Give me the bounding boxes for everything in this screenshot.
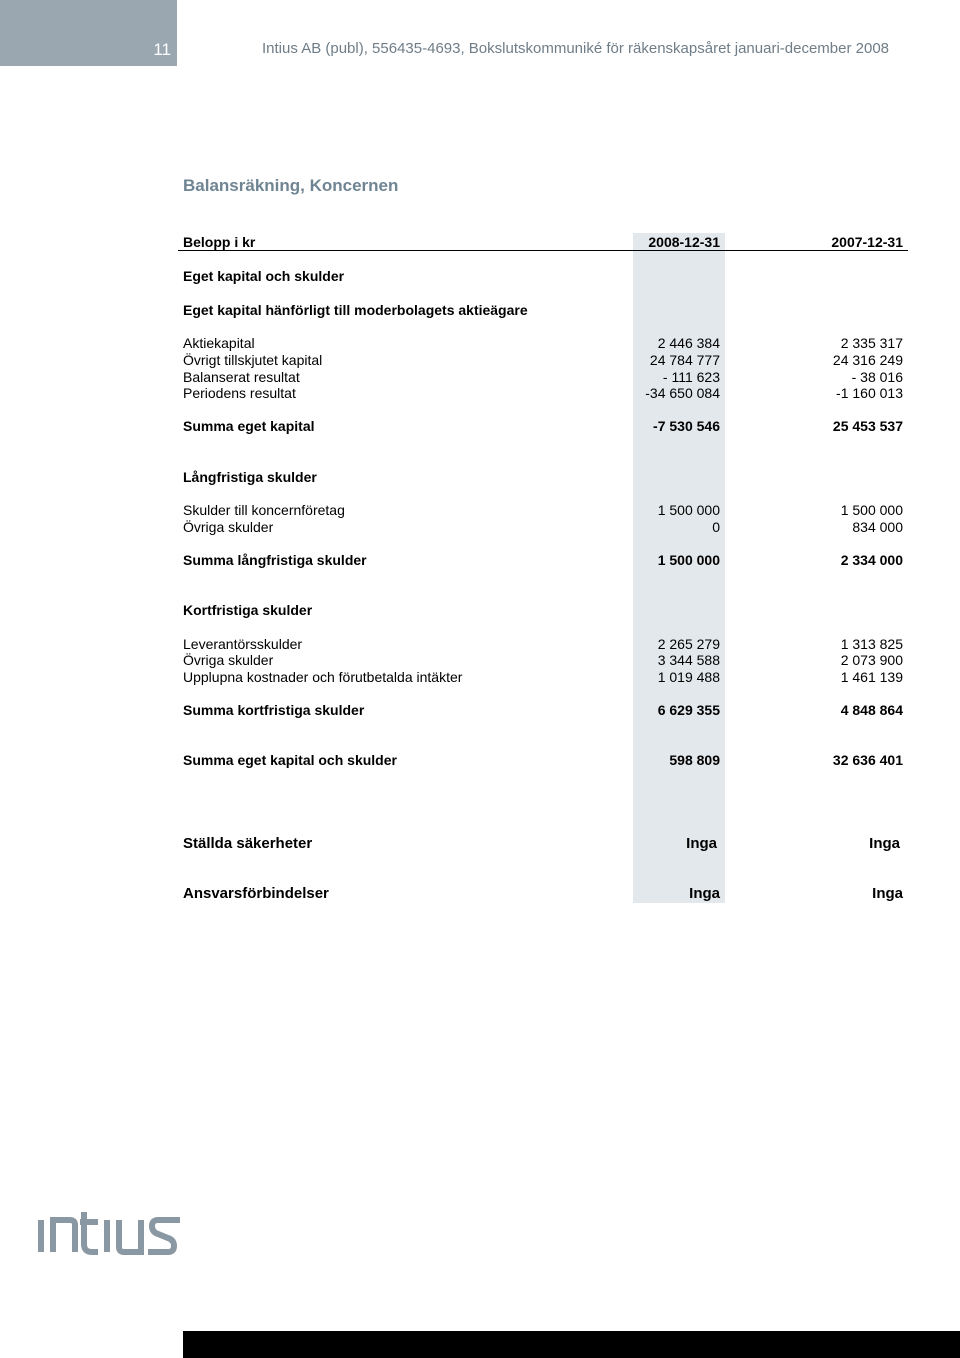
table-row: [183, 469, 903, 486]
row-value-2008: 2 265 279: [657, 636, 720, 652]
row-label: Leverantörsskulder: [183, 636, 303, 652]
row-value-2007: 1 500 000: [840, 502, 903, 518]
row-label: Övriga skulder: [183, 652, 274, 668]
row-label: Kortfristiga skulder: [183, 602, 313, 618]
row-value-2007: 2 334 000: [840, 552, 903, 568]
row-value-2007: -1 160 013: [836, 385, 903, 401]
row-label: Ställda säkerheter: [183, 835, 313, 852]
row-value-2008: Inga: [689, 885, 720, 902]
table-row: [183, 652, 903, 669]
table-row-total: [183, 702, 903, 719]
table-row: [183, 602, 903, 619]
table-row-pledged-assets: [183, 835, 903, 852]
row-label: Summa långfristiga skulder: [183, 552, 367, 568]
row-value-2008: -7 530 546: [653, 418, 720, 434]
row-value-2008: 1 500 000: [657, 552, 720, 568]
table-row-total: [183, 418, 903, 435]
row-value-2007: 25 453 537: [832, 418, 903, 434]
row-label: Summa eget kapital: [183, 418, 315, 434]
row-value-2008: 1 019 488: [657, 669, 720, 685]
footer-bar: [183, 1331, 960, 1358]
row-label: Summa eget kapital och skulder: [183, 752, 397, 768]
row-value-2008: 598 809: [669, 752, 720, 768]
table-row-contingent-liabilities: [183, 885, 903, 902]
row-label: Aktiekapital: [183, 335, 255, 351]
row-value-2008: - 111 623: [662, 369, 720, 385]
row-value-2008: 0: [712, 519, 720, 535]
row-label: Skulder till koncernföretag: [183, 502, 345, 518]
table-row: [183, 302, 903, 319]
table-row: [183, 369, 903, 386]
table-row: [183, 385, 903, 402]
row-value-2008: 6 629 355: [657, 702, 720, 718]
row-value-2007: 2 073 900: [840, 652, 903, 668]
row-value-2007: 4 848 864: [840, 702, 903, 718]
table-row-grand-total: [183, 752, 903, 769]
table-row: [183, 669, 903, 686]
page-number: 11: [153, 40, 171, 59]
document-header-title: Intius AB (publ), 556435-4693, Bokslutskommuniké för räkenskapsåret januari-december 2008: [262, 40, 890, 57]
row-value-2007: Inga: [872, 885, 903, 902]
intius-logo: [36, 1210, 186, 1261]
row-value-2008: Inga: [686, 835, 717, 852]
row-label: Summa kortfristiga skulder: [183, 702, 365, 718]
table-row-total: [183, 552, 903, 569]
row-value-2007: - 38 016: [851, 369, 903, 385]
row-value-2008: 3 344 588: [657, 652, 720, 668]
row-label: Ansvarsförbindelser: [183, 885, 329, 902]
table-row: [183, 268, 903, 285]
row-value-2007: Inga: [869, 835, 900, 852]
table-header-col1: 2008-12-31: [648, 234, 720, 250]
row-value-2008: 1 500 000: [657, 502, 720, 518]
row-value-2007: 1 313 825: [840, 636, 903, 652]
table-row: [183, 502, 903, 519]
table-row: [183, 636, 903, 653]
row-value-2007: 834 000: [852, 519, 903, 535]
row-label: Eget kapital hänförligt till moderbolagets aktieägare: [183, 302, 528, 318]
section-title: Balansräkning, Koncernen: [183, 176, 399, 195]
intius-logo-mark: [36, 1210, 186, 1256]
row-label: Balanserat resultat: [183, 369, 300, 385]
row-label: Övriga skulder: [183, 519, 274, 535]
row-value-2008: 2 446 384: [657, 335, 720, 351]
row-value-2008: 24 784 777: [649, 352, 720, 368]
row-label: Eget kapital och skulder: [183, 268, 345, 284]
table-row: [183, 519, 903, 536]
row-label: Övrigt tillskjutet kapital: [183, 352, 323, 368]
row-value-2007: 2 335 317: [840, 335, 903, 351]
row-value-2007: 1 461 139: [840, 669, 903, 685]
row-label: Långfristiga skulder: [183, 469, 317, 485]
page-number-box: [0, 0, 177, 66]
row-value-2007: 24 316 249: [832, 352, 903, 368]
header-rule: [178, 250, 908, 251]
table-header-row: [183, 234, 903, 251]
table-row: [183, 335, 903, 352]
table-header-label: Belopp i kr: [183, 234, 256, 250]
row-value-2007: 32 636 401: [832, 752, 903, 768]
row-label: Upplupna kostnader och förutbetalda intäkter: [183, 669, 463, 685]
row-value-2008: -34 650 084: [645, 385, 720, 401]
row-label: Periodens resultat: [183, 385, 296, 401]
table-row: [183, 352, 903, 369]
table-header-col2: 2007-12-31: [831, 234, 903, 250]
